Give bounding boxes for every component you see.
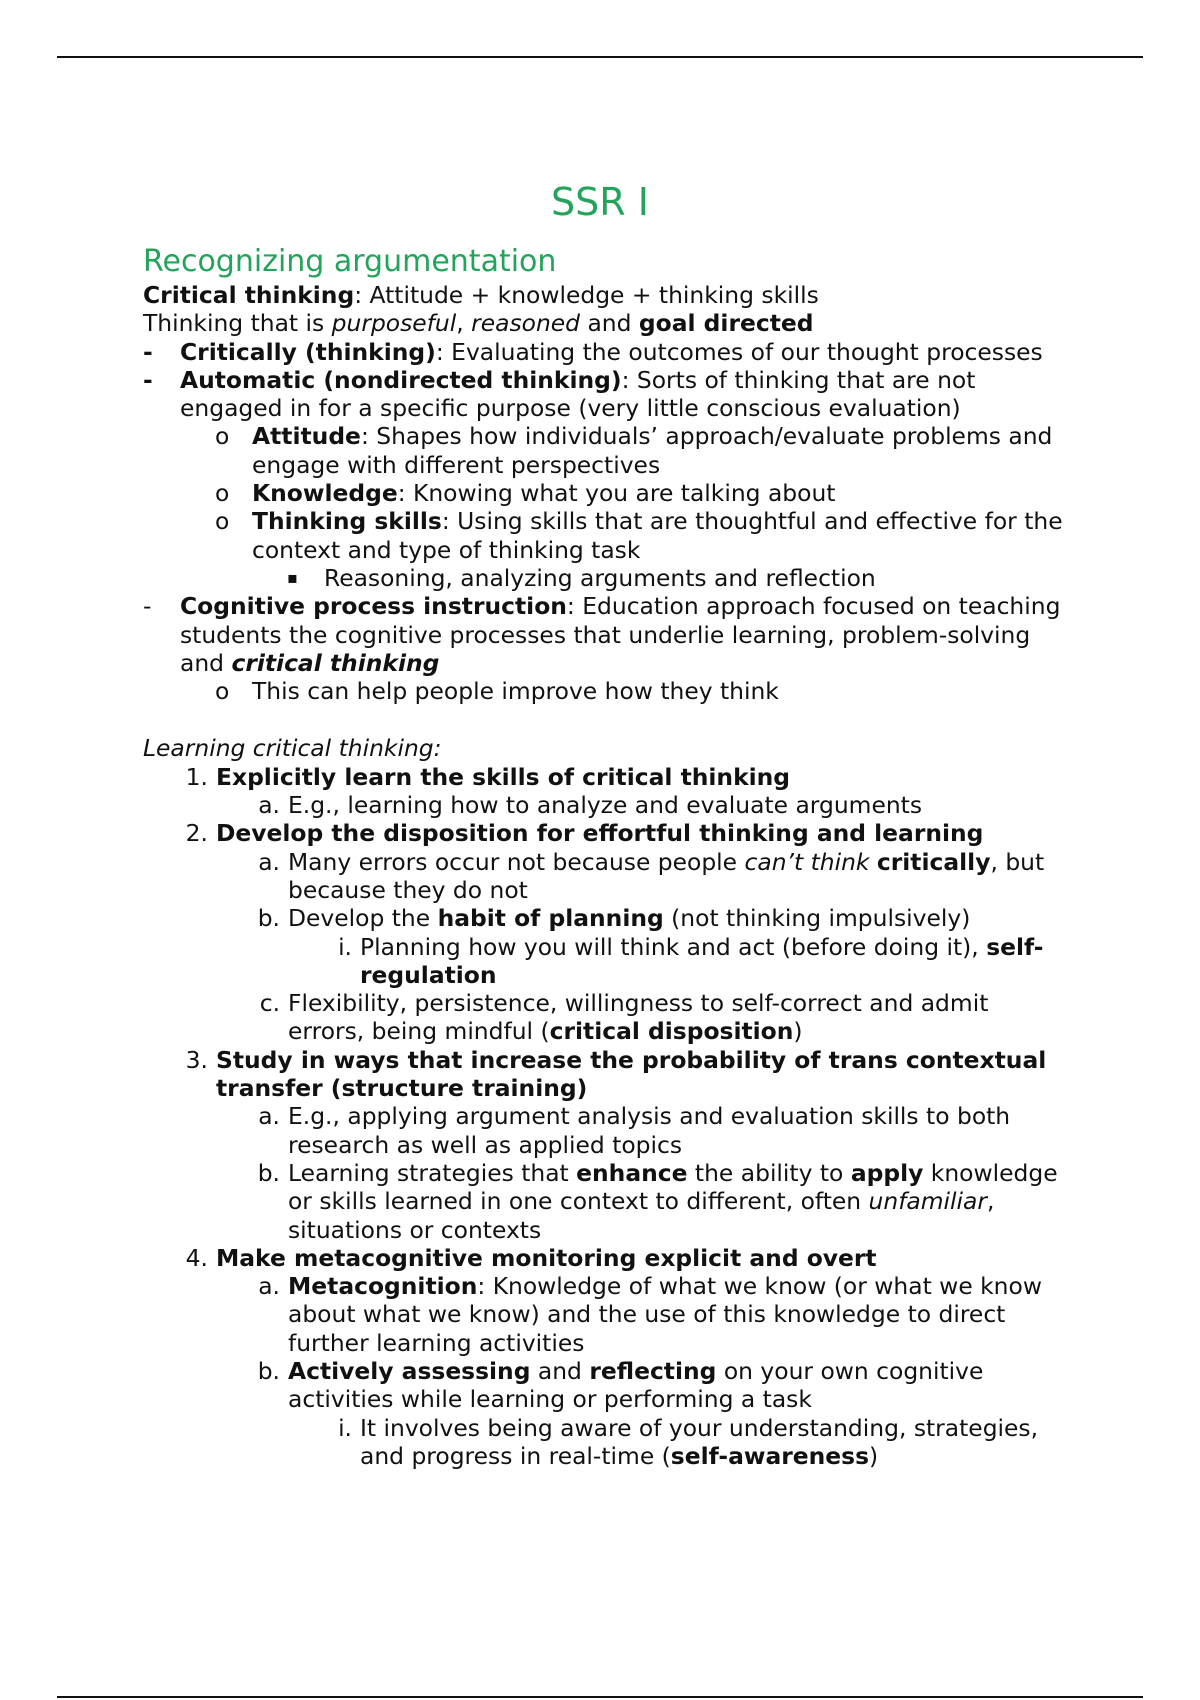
letter-marker: b. (257, 1158, 280, 1187)
bold-text: self-awareness (670, 1441, 870, 1470)
letter-marker: a. (258, 1272, 280, 1301)
item-heading: Explicitly learn the skills of critical thinking (216, 762, 791, 791)
subsubbullet-reasoning (143, 564, 1063, 592)
square-marker: ▪ (287, 567, 298, 587)
definition-text: : Knowing what you are talking about (397, 479, 836, 508)
text: and (580, 309, 639, 338)
definition-text: : Knowledge of what we know (or what we know about what we know) and the use of this knowledge to direct further learning activities (288, 1272, 1042, 1357)
bullet-critically (143, 338, 1063, 366)
italic-text: purposeful (331, 309, 457, 338)
term: Attitude (252, 422, 361, 451)
bold-text: habit of planning (437, 904, 664, 933)
learning-subtitle (143, 734, 1063, 762)
text: ) (869, 1441, 879, 1470)
definition-critical-thinking (143, 281, 1063, 309)
roman-item-2b-i (143, 933, 1063, 990)
document-body (143, 243, 1063, 1470)
bullet-automatic (143, 366, 1063, 423)
term: Critically (thinking) (180, 337, 436, 366)
numbered-item-2 (143, 819, 1063, 847)
term: Thinking skills (252, 507, 442, 536)
subbullet-attitude (143, 422, 1063, 479)
bold-text: apply (850, 1158, 924, 1187)
text: and (530, 1356, 590, 1385)
item-text: This can help people improve how they think (252, 677, 779, 706)
lettered-item-3b (143, 1159, 1063, 1244)
letter-marker: a. (258, 1102, 280, 1131)
subbullet-knowledge (143, 479, 1063, 507)
bold-text: critically (876, 847, 991, 876)
roman-item-4b-i (143, 1414, 1063, 1471)
numbered-item-4 (143, 1244, 1063, 1272)
subbullet-thinking-skills (143, 507, 1063, 564)
page-title: SSR I (551, 180, 649, 224)
number-marker: 1. (185, 762, 208, 791)
text: Planning how you will think and act (before doing it), (360, 932, 987, 961)
term: Knowledge (252, 479, 398, 508)
roman-marker: i. (338, 1413, 352, 1442)
dash-marker: - (143, 365, 153, 394)
bold-text: reflecting (589, 1356, 717, 1385)
section-heading: Recognizing argumentation (143, 244, 557, 279)
item-text: E.g., learning how to analyze and evaluate arguments (288, 791, 923, 820)
dash-marker: - (143, 337, 153, 366)
text: , situations or contexts (288, 1187, 995, 1244)
item-text: Reasoning, analyzing arguments and reflection (324, 563, 876, 592)
definition-text: : Education approach focused on teaching students the cognitive processes that underlie learning, problem-solving and (180, 592, 1061, 677)
letter-marker: c. (259, 989, 280, 1018)
circle-marker: o (215, 422, 230, 451)
bottom-rule (57, 1696, 1143, 1698)
lettered-item-3a (143, 1102, 1063, 1159)
lettered-item-2c (143, 989, 1063, 1046)
circle-marker: o (215, 479, 230, 508)
term: Critical thinking (143, 281, 355, 309)
definition-text: : Attitude + knowledge + thinking skills (354, 281, 819, 309)
thinking-description (143, 309, 1063, 337)
text: It involves being aware of your understanding, strategies, and progress in real-time ( (360, 1413, 1039, 1470)
bold-text: enhance (576, 1158, 688, 1187)
text: Flexibility, persistence, willingness to self-correct and admit errors, being mindful ( (288, 989, 989, 1046)
lettered-item-1a (143, 791, 1063, 819)
lettered-item-4b (143, 1357, 1063, 1414)
bold-text: Actively assessing (288, 1356, 531, 1385)
circle-marker: o (215, 507, 230, 536)
text: Learning strategies that (288, 1158, 577, 1187)
term: Automatic (nondirected thinking) (180, 365, 622, 394)
lettered-item-2a (143, 848, 1063, 905)
text: (not thinking impulsively) (663, 904, 971, 933)
subtitle-text: Learning critical thinking: (143, 734, 442, 763)
letter-marker: b. (257, 904, 280, 933)
text: Many errors occur not because people (288, 847, 745, 876)
circle-marker: o (215, 677, 230, 706)
letter-marker: a. (258, 847, 280, 876)
definition-text: : Using skills that are thoughtful and effective for the context and type of thinking task (252, 507, 1063, 564)
text: knowledge or skills learned in one context to different, often (288, 1158, 1058, 1216)
italic-text: can’t think (744, 847, 870, 876)
definition-text: : Shapes how individuals’ approach/evaluate problems and engage with different perspectives (252, 422, 1053, 479)
definition-text: : Evaluating the outcomes of our thought processes (435, 337, 1043, 366)
lettered-item-4a (143, 1272, 1063, 1357)
definition-text: : Sorts of thinking that are not engaged in for a specific purpose (very little conscious evaluation) (180, 365, 976, 423)
bullet-cognitive-process (143, 592, 1063, 677)
italic-text: reasoned (471, 309, 581, 338)
text: Develop the (288, 904, 438, 933)
term: Cognitive process instruction (180, 592, 567, 621)
spacer (143, 705, 1063, 734)
text: , (456, 309, 472, 338)
item-heading: Develop the disposition for effortful thinking and learning (216, 819, 984, 848)
dash-marker: - (143, 592, 152, 621)
letter-marker: b. (257, 1356, 280, 1385)
number-marker: 2. (185, 819, 208, 848)
roman-marker: i. (338, 932, 352, 961)
text: the ability to (687, 1158, 851, 1187)
term: Metacognition (288, 1272, 478, 1301)
item-heading: Make metacognitive monitoring explicit and overt (216, 1243, 877, 1272)
letter-marker: a. (258, 791, 280, 820)
item-text: E.g., applying argument analysis and evaluation skills to both research as well as applied topics (288, 1102, 1011, 1159)
italic-text: unfamiliar (868, 1187, 987, 1216)
bold-text: goal directed (638, 309, 814, 338)
numbered-item-3 (143, 1046, 1063, 1103)
bold-italic-text: critical thinking (231, 648, 440, 677)
text (869, 848, 876, 876)
item-heading: Study in ways that increase the probability of trans contextual transfer (structure training) (216, 1045, 1047, 1103)
top-rule (57, 56, 1143, 58)
number-marker: 4. (185, 1243, 208, 1272)
text: Thinking that is (143, 309, 332, 338)
text: on your own cognitive activities while learning or performing a task (288, 1356, 984, 1414)
bold-text: critical disposition (549, 1017, 794, 1046)
lettered-item-2b (143, 904, 1063, 932)
subbullet-improve (143, 677, 1063, 705)
text: ) (793, 1017, 803, 1046)
bold-text: self-regulation (360, 932, 1044, 989)
number-marker: 3. (185, 1045, 208, 1074)
numbered-item-1 (143, 763, 1063, 791)
text: , but because they do not (288, 847, 1045, 904)
